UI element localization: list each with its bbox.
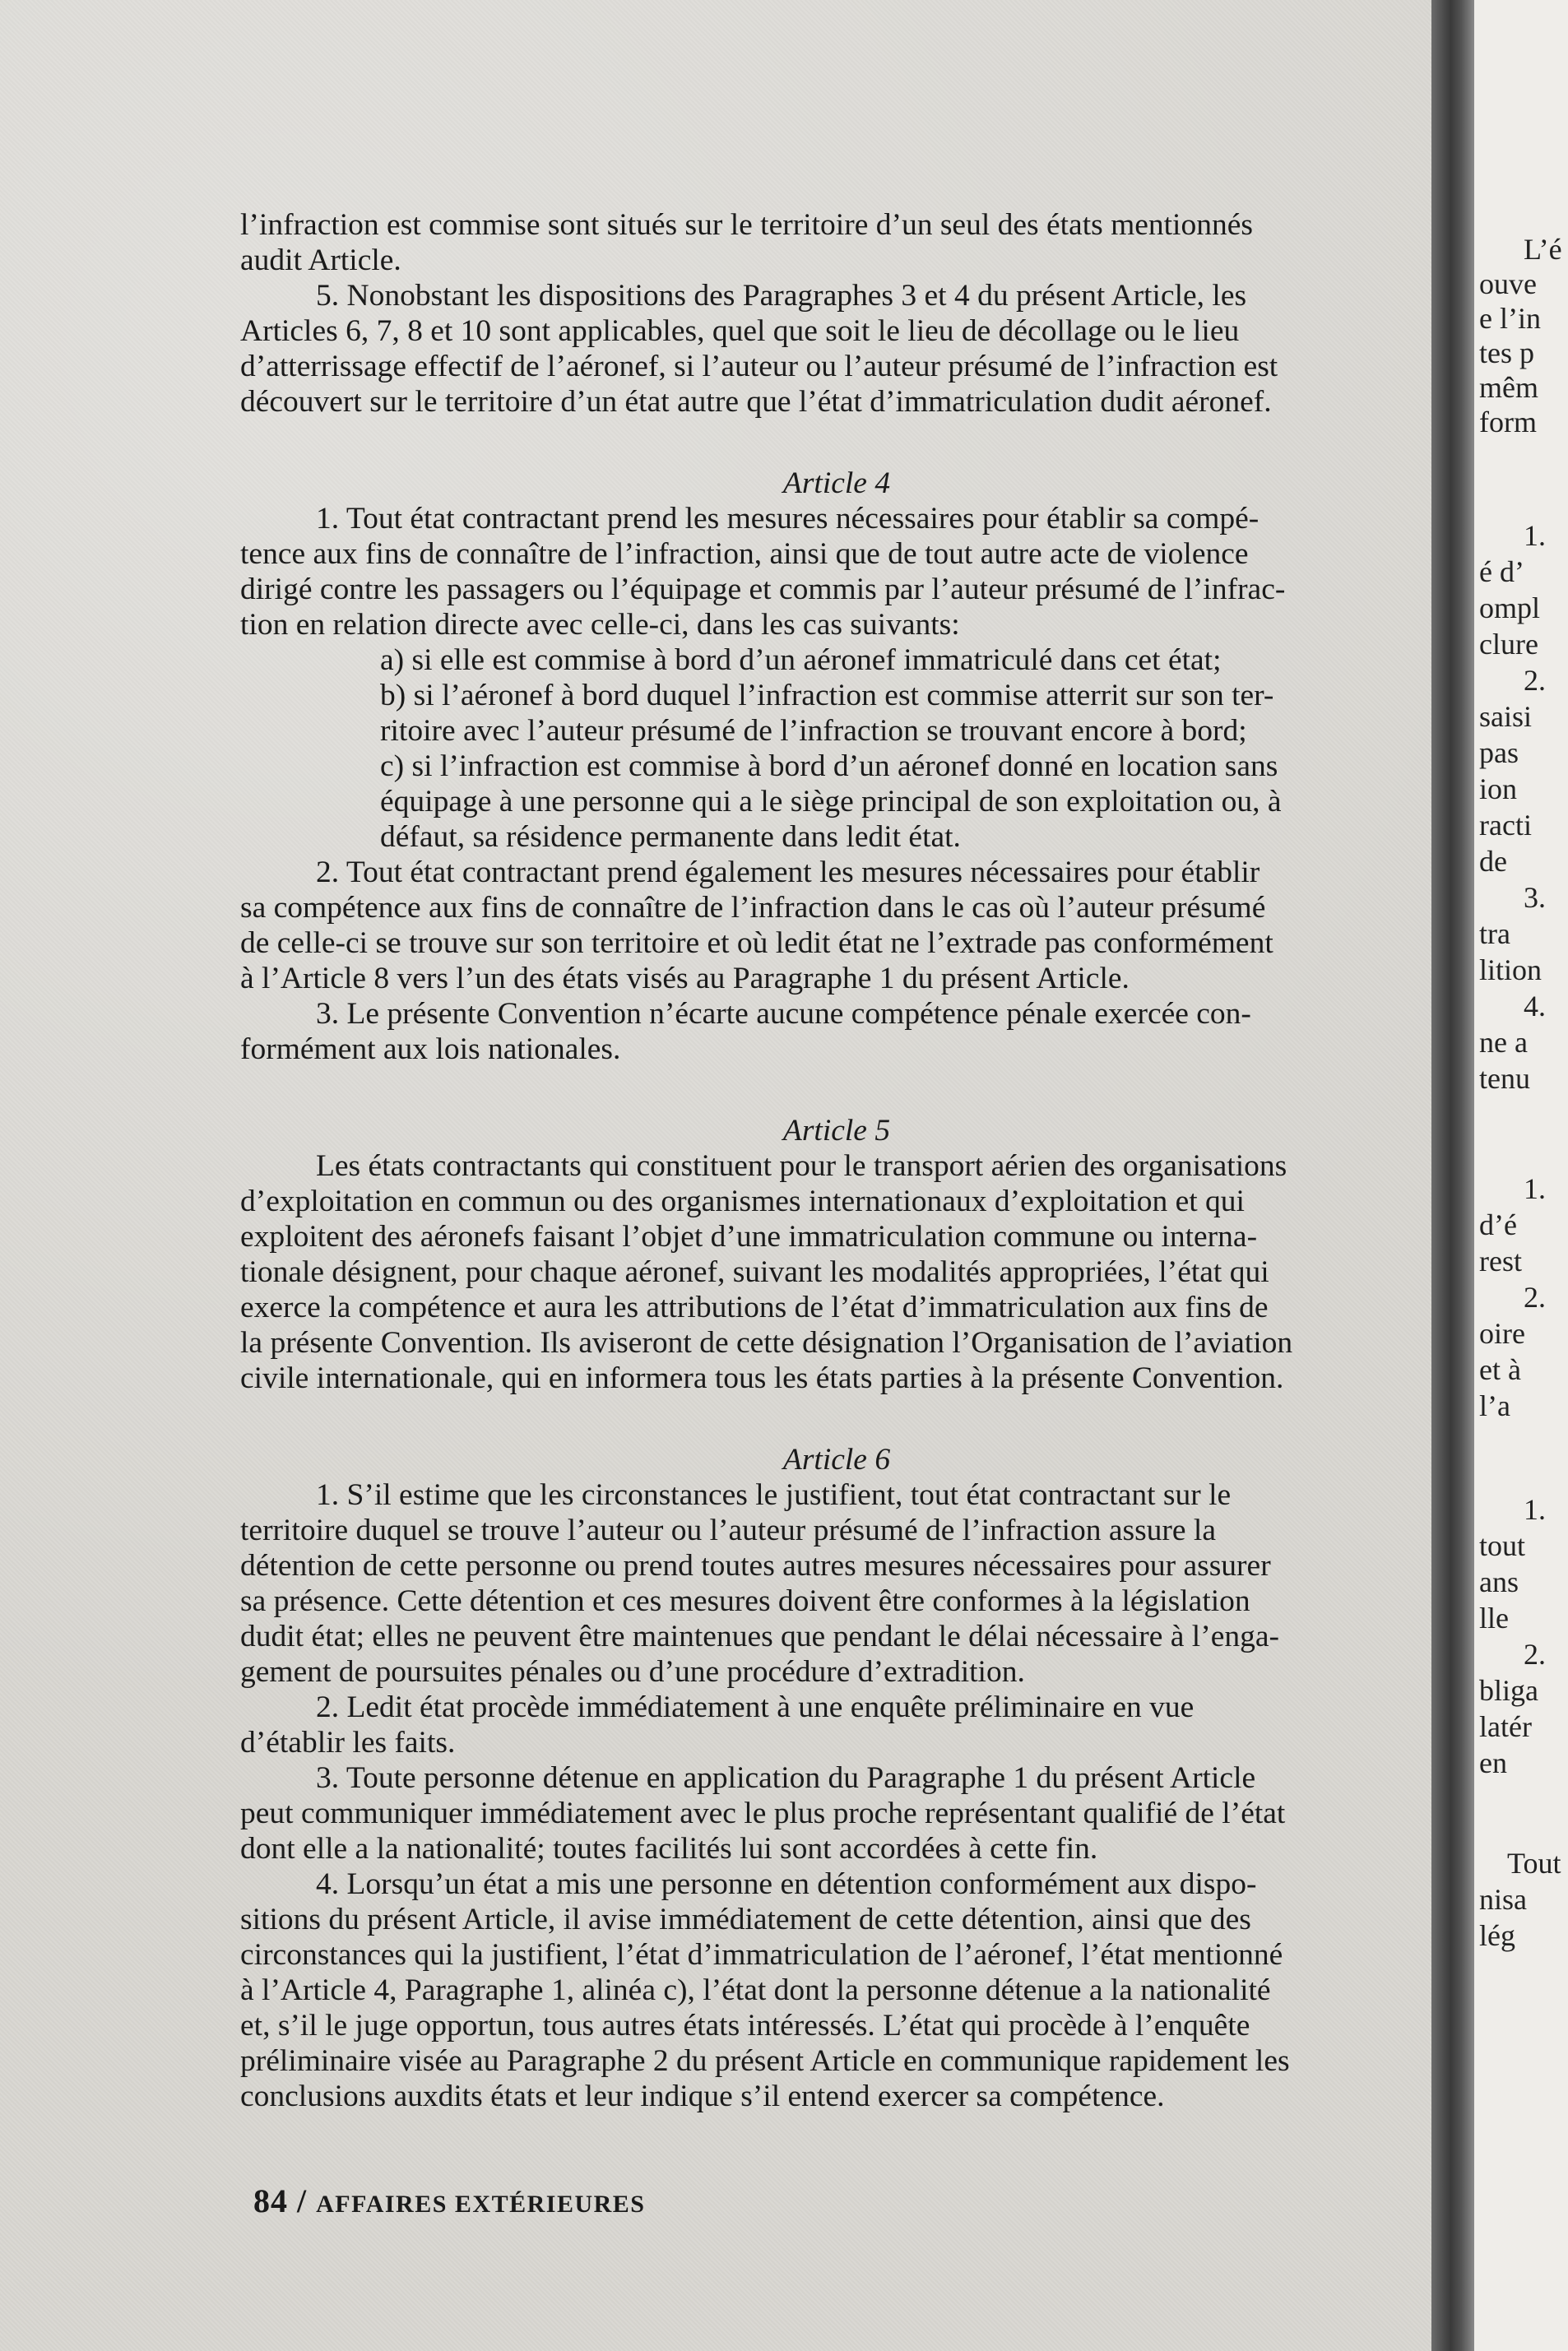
article-6-para-4-line: et, s’il le juge opportun, tous autres états intéressés. L’état qui procède à l’enquête [240, 2009, 1250, 2043]
article-6-para-3-line: 3. Toute personne détenue en application du Paragraphe 1 du présent Article [316, 1761, 1256, 1795]
article-4-para-1-line: tion en relation directe avec celle-ci, dans les cas suivants: [240, 608, 960, 642]
adjacent-page-fragment: 1. [1524, 1493, 1546, 1526]
article-5-line: civile internationale, qui en informera tous les états parties à la présente Convention. [240, 1361, 1284, 1395]
article-5-line: la présente Convention. Ils aviseront de cette désignation l’Organisation de l’aviation [240, 1326, 1293, 1360]
adjacent-page-fragment: tra [1479, 917, 1510, 950]
paragraph-5-line: 5. Nonobstant les dispositions des Paragraphes 3 et 4 du présent Article, les [316, 279, 1247, 313]
adjacent-page-fragment: 2. [1524, 1638, 1546, 1671]
adjacent-page-fragment: L’é [1524, 233, 1562, 266]
article-4-para-3-line: 3. Le présente Convention n’écarte aucune compétence pénale exercée con- [316, 997, 1251, 1031]
adjacent-page-fragment: pas [1479, 736, 1519, 769]
adjacent-page-edge [1474, 0, 1568, 2351]
article-6-para-3-line: dont elle a la nationalité; toutes facilités lui sont accordées à cette fin. [240, 1832, 1098, 1866]
page-footer [253, 2182, 645, 2220]
article-4-item-b-line: b) si l’aéronef à bord duquel l’infraction est commise atterrit sur son ter- [380, 679, 1274, 712]
adjacent-page-fragment: rest [1479, 1245, 1522, 1278]
article-6-para-4-line: 4. Lorsqu’un état a mis une personne en détention conformément aux dispo- [316, 1867, 1257, 1901]
adjacent-page-fragment: saisi [1479, 700, 1533, 733]
adjacent-page-fragment: 1. [1524, 519, 1546, 552]
article-6-para-1-line: sa présence. Cette détention et ces mesures doivent être conformes à la législation [240, 1584, 1250, 1618]
article-4-item-b-line: ritoire avec l’auteur présumé de l’infraction se trouvant encore à bord; [380, 714, 1247, 748]
publication-title: AFFAIRES EXTÉRIEURES [316, 2191, 646, 2218]
adjacent-page-fragment: ompl [1479, 591, 1541, 624]
adjacent-page-fragment: tout [1479, 1529, 1526, 1562]
article-4-para-1-line: tence aux fins de connaître de l’infraction, ainsi que de tout autre acte de violence [240, 537, 1249, 571]
intro-line: audit Article. [240, 243, 401, 277]
folio-separator: / [297, 2182, 308, 2219]
article-4-para-2-line: sa compétence aux fins de connaître de l’infraction dans le cas où l’auteur présumé [240, 891, 1266, 925]
article-5-line: exerce la compétence et aura les attributions de l’état d’immatriculation aux fins de [240, 1291, 1269, 1324]
adjacent-page-fragment: lég [1479, 1919, 1515, 1952]
article-6-para-4-line: préliminaire visée au Paragraphe 2 du présent Article en communique rapidement les [240, 2044, 1290, 2078]
article-5-heading: Article 5 [782, 1114, 891, 1148]
adjacent-page-fragment: clure [1479, 628, 1538, 661]
adjacent-page-fragment: 1. [1524, 1172, 1546, 1205]
adjacent-page-fragment: mêm [1479, 371, 1538, 404]
adjacent-page-fragment: racti [1479, 809, 1532, 842]
article-5-line: Les états contractants qui constituent pour le transport aérien des organisations [316, 1149, 1287, 1183]
adjacent-page-fragment: en [1479, 1746, 1507, 1779]
adjacent-page-fragment: lition [1479, 953, 1542, 986]
adjacent-page-fragment: et à [1479, 1353, 1521, 1386]
article-5-line: d’exploitation en commun ou des organismes internationaux d’exploitation et qui [240, 1185, 1245, 1218]
book-gutter-shadow [1431, 0, 1474, 2351]
article-4-para-2-line: 2. Tout état contractant prend également les mesures nécessaires pour établir [316, 856, 1260, 889]
article-5-line: tionale désignent, pour chaque aéronef, suivant les modalités appropriées, l’état qui [240, 1255, 1269, 1289]
article-6-heading: Article 6 [782, 1443, 891, 1477]
adjacent-page-fragment: Tout [1507, 1847, 1561, 1880]
article-4-para-1-line: 1. Tout état contractant prend les mesures nécessaires pour établir sa compé- [316, 502, 1260, 536]
article-4-para-3-line: formément aux lois nationales. [240, 1032, 621, 1066]
adjacent-page-fragment: latér [1479, 1710, 1532, 1743]
article-6-para-1-line: gement de poursuites pénales ou d’une procédure d’extradition. [240, 1655, 1025, 1689]
article-6-para-1-line: détention de cette personne ou prend toutes autres mesures nécessaires pour assurer [240, 1549, 1271, 1583]
article-4-item-c-line: c) si l’infraction est commise à bord d’un aéronef donné en location sans [380, 749, 1278, 783]
adjacent-page-fragment: 2. [1524, 1281, 1546, 1314]
article-4-item-a: a) si elle est commise à bord d’un aéronef immatriculé dans cet état; [380, 643, 1222, 677]
article-4-item-c-line: défaut, sa résidence permanente dans ledit état. [380, 820, 961, 854]
article-6-para-4-line: à l’Article 4, Paragraphe 1, alinéa c), l’état dont la personne détenue a la nationalité [240, 1973, 1271, 2007]
adjacent-page-fragment: ouve [1479, 267, 1537, 300]
adjacent-page-fragment: e l’in [1479, 302, 1541, 335]
article-5-line: exploitent des aéronefs faisant l’objet d’une immatriculation commune ou interna- [240, 1220, 1258, 1254]
adjacent-page-fragment: 4. [1524, 990, 1546, 1022]
adjacent-page-fragment: bliga [1479, 1674, 1538, 1707]
article-4-para-2-line: à l’Article 8 vers l’un des états visés au Paragraphe 1 du présent Article. [240, 962, 1130, 995]
article-6-para-1-line: territoire duquel se trouve l’auteur ou l’auteur présumé de l’infraction assure la [240, 1514, 1216, 1547]
adjacent-page-fragment: tenu [1479, 1062, 1530, 1095]
adjacent-page-fragment: ne a [1479, 1026, 1528, 1059]
adjacent-page-fragment: lle [1479, 1602, 1509, 1635]
paragraph-5-line: Articles 6, 7, 8 et 10 sont applicables, quel que soit le lieu de décollage ou le lieu [240, 314, 1240, 348]
page-number: 84 [253, 2182, 288, 2219]
article-6-para-4-line: circonstances qui la justifient, l’état d’immatriculation de l’aéronef, l’état mentionné [240, 1938, 1283, 1972]
article-6-para-3-line: peut communiquer immédiatement avec le plus proche représentant qualifié de l’état [240, 1797, 1286, 1830]
paragraph-5-line: découvert sur le territoire d’un état autre que l’état d’immatriculation dudit aéronef. [240, 385, 1272, 419]
article-6-para-4-line: sitions du présent Article, il avise immédiatement de cette détention, ainsi que des [240, 1903, 1251, 1936]
adjacent-page-fragment: nisa [1479, 1883, 1527, 1916]
article-6-para-1-line: dudit état; elles ne peuvent être maintenues que pendant le délai nécessaire à l’enga- [240, 1620, 1279, 1653]
adjacent-page-fragment: l’a [1479, 1389, 1510, 1422]
adjacent-page-fragment: 2. [1524, 664, 1546, 697]
adjacent-page-fragment: ans [1479, 1565, 1519, 1598]
paragraph-5-line: d’atterrissage effectif de l’aéronef, si l’auteur ou l’auteur présumé de l’infraction est [240, 350, 1278, 383]
adjacent-page-fragment: oire [1479, 1317, 1525, 1350]
adjacent-page-fragment: 3. [1524, 881, 1546, 914]
intro-line: l’infraction est commise sont situés sur le territoire d’un seul des états mentionnés [240, 208, 1253, 242]
adjacent-page-fragment: tes p [1479, 336, 1534, 369]
article-6-para-1-line: 1. S’il estime que les circonstances le justifient, tout état contractant sur le [316, 1478, 1232, 1512]
adjacent-page-fragment: é d’ [1479, 555, 1524, 588]
article-4-para-1-line: dirigé contre les passagers ou l’équipage et commis par l’auteur présumé de l’infrac- [240, 573, 1286, 606]
adjacent-page-fragment: ion [1479, 772, 1518, 805]
article-4-para-2-line: de celle-ci se trouve sur son territoire et où ledit état ne l’extrade pas conformément [240, 926, 1273, 960]
article-6-para-4-line: conclusions auxdits états et leur indique s’il entend exercer sa compétence. [240, 2080, 1165, 2113]
adjacent-page-fragment: de [1479, 845, 1507, 878]
article-4-heading: Article 4 [782, 466, 891, 500]
main-text-column [240, 207, 1433, 2114]
article-6-para-2-line: d’établir les faits. [240, 1726, 456, 1760]
article-4-item-c-line: équipage à une personne qui a le siège principal de son exploitation ou, à [380, 785, 1282, 818]
article-6-para-2-line: 2. Ledit état procède immédiatement à une enquête préliminaire en vue [316, 1690, 1195, 1724]
adjacent-page-fragment: d’é [1479, 1208, 1517, 1241]
adjacent-page-fragment: form [1479, 406, 1537, 438]
